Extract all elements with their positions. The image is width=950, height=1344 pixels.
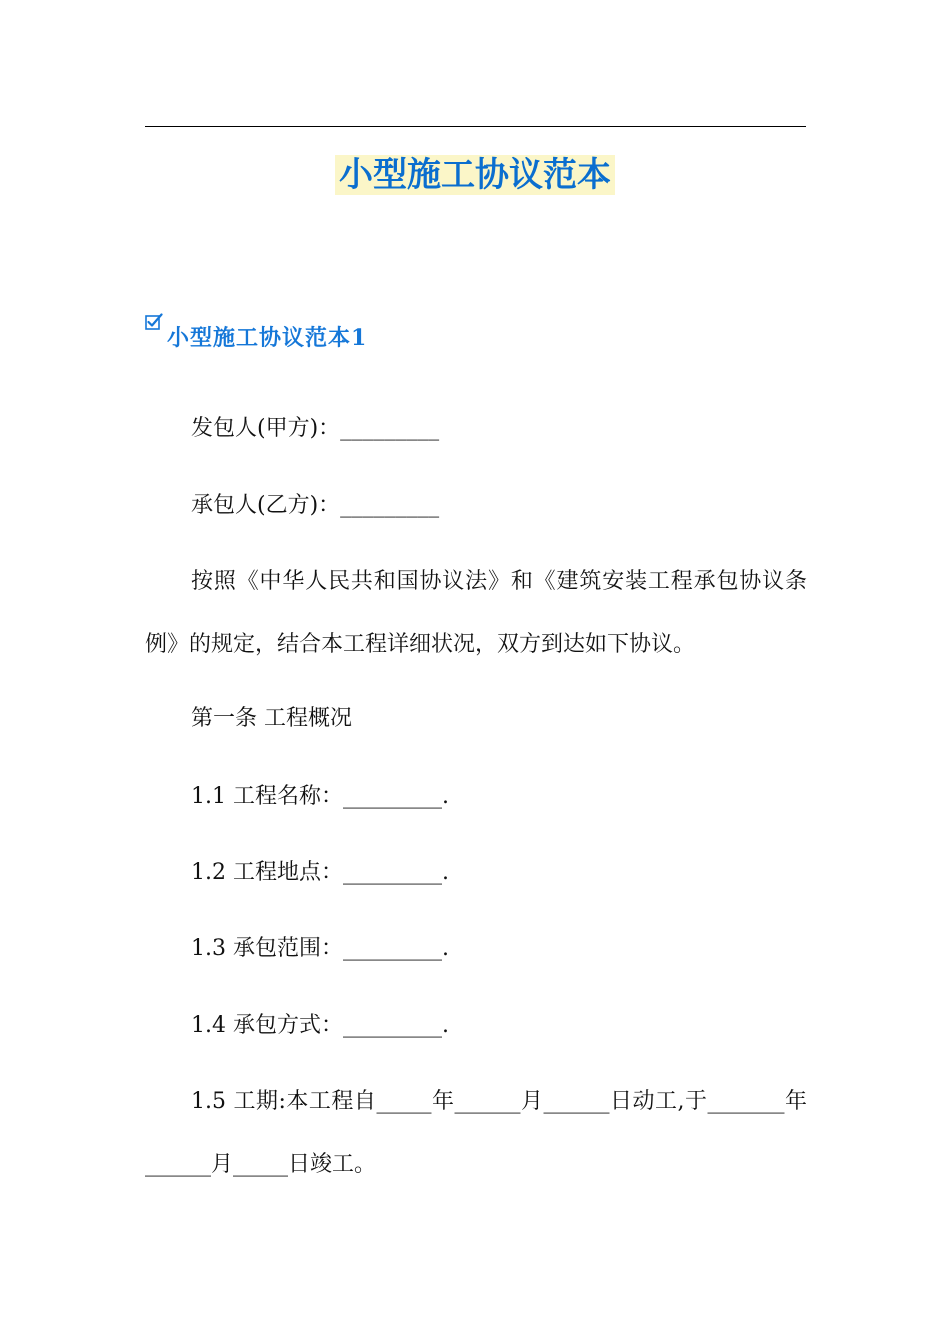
- header-rule: [145, 126, 806, 127]
- checkbox-checked-icon: [145, 313, 163, 331]
- section-heading-text: 小型施工协议范本1: [167, 325, 368, 351]
- document-title: [0, 148, 950, 202]
- party-b-line: 承包人(乙方)：_________: [191, 493, 440, 518]
- party-a-line: 发包人(甲方)：_________: [191, 416, 440, 441]
- clause-1-5: 1.5 工期:本工程自_____年______月______日动工,于_______年______月_____日竣工。: [145, 1089, 807, 1177]
- clause-1-2: 1.2 工程地点：_________.: [191, 860, 449, 885]
- document-title-text: 小型施工协议范本: [335, 155, 615, 195]
- clause-1-3: 1.3 承包范围：_________.: [191, 936, 449, 961]
- clause-1-4: 1.4 承包方式：_________.: [191, 1013, 449, 1038]
- section-heading: [145, 310, 367, 350]
- article-one-heading: 第一条 工程概况: [191, 706, 352, 731]
- clause-1-1: 1.1 工程名称：_________.: [191, 784, 449, 809]
- preamble-paragraph: 按照《中华人民共和国协议法》和《建筑安装工程承包协议条例》的规定，结合本工程详细状况，双方到达如下协议。: [145, 569, 807, 657]
